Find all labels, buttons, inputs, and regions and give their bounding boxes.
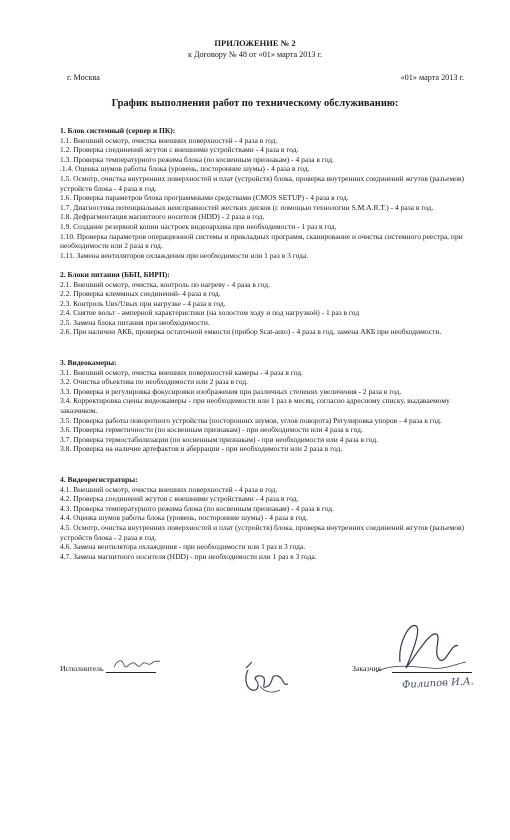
city: г. Москва xyxy=(67,73,100,82)
section-system-unit xyxy=(60,126,472,260)
list-item: 3.6. Проверка герметичности (по косвенным признакам) - при необходимости или 4 раза в год. xyxy=(60,425,363,435)
list-item: 2.6. При наличии АКБ, проверка остаточной емкости (прибор Scat-auto) - 4 раза в год, замена АКБ при необходимости. xyxy=(60,327,442,337)
list-item: .1.4. Оценка шумов работы блока (уровень, посторонние шумы) - 4 раза в год. xyxy=(60,164,310,174)
list-item: 4.4. Оценка шумов работы блока (уровень, посторонние шумы) - 4 раза в год. xyxy=(60,513,308,523)
list-item: 1.1. Внешний осмотр, очистка внешних поверхностей - 4 раза в год. xyxy=(60,135,278,145)
list-item: 1.10. Проверка параметров операционной системы и прикладных программ, сканирование и очистка системного реестра, при необходимости или 2 раза в год. xyxy=(60,231,463,251)
section-cameras xyxy=(60,358,472,454)
list-item: 3.1. Внешний осмотр, очистка внешних поверхностей камеры - 4 раза в год. xyxy=(60,367,303,377)
list-item: 1.11. Замена вентиляторов охлаждения при необходимости или 1 раз в 3 года. xyxy=(60,250,309,260)
list-item: 3.4. Корректировка сцены видеокамеры - при необходимости или 1 раз в месяц, согласно адресному списку, выдаваемому заказчиком. xyxy=(60,396,450,416)
list-item: 2.3. Контроль Uвх/Uвых при нагрузке - 4 раза в год. xyxy=(60,298,226,308)
customer-label: Заказчик xyxy=(352,664,382,673)
document-title: График выполнения работ по техническому обслуживанию: xyxy=(111,98,399,109)
section-title: 2. Блоки питания (ББП, БИРП): xyxy=(60,269,170,279)
list-item: 4.2. Проверка соединений жгутов с внешними устройствами - 4 раза в год. xyxy=(60,494,299,504)
list-item: 2.2. Проверка клеммных соединений- 4 раза в год. xyxy=(60,289,221,299)
list-item: 1.5. Осмотр, очистка внутренних поверхностей и плат (устройств) блока, проверка внутренних соединений жгутов (разъемов) устройств блока - 4 раза в год. xyxy=(60,173,464,193)
list-item: 1.7. Диагностика потенциальных неисправностей жестких дисков (с помощью технологии S.M.A.R.T.) - 4 раза в год. xyxy=(60,202,434,212)
section-title: 1. Блок системный (сервер и ПК): xyxy=(60,126,176,135)
section-power-supply xyxy=(60,270,472,337)
list-item: 3.8. Проверка на наличие артефактов и аберрации - при необходимости или 2 раза в год. xyxy=(60,444,343,454)
document-date: «01» марта 2013 г. xyxy=(400,73,464,82)
list-item: 3.5. Проверка работы поворотного устройства (посторонних шумов, углов поворота) Регулировка упоров - 4 раза в год. xyxy=(60,415,442,425)
list-item: 4.3. Проверка температурного режима блока (по косвенным признакам) - 4 раза в год. xyxy=(60,503,334,513)
list-item: 1.6. Проверка параметров блока программными средствами (CMOS SETUP) - 4 раза в год. xyxy=(60,193,349,203)
list-item: 3.3. Проверка и регулировка фокусировки изображения при различных степенях увеличения - 2 раза в год. xyxy=(60,386,402,396)
customer-signature xyxy=(370,612,470,676)
list-item: 4.5. Осмотр, очистка внутренних поверхностей и плат (устройств) блока, проверка внутренних соединений жгутов (разъемов) устройств блока - 2 раза в год. xyxy=(60,522,464,542)
section-title: 4. Видеорегистраторы: xyxy=(60,475,138,484)
document-body xyxy=(60,126,472,561)
list-item: 4.7. Замена магнитного носителя (HDD) - при необходимости или 1 раз в 3 года. xyxy=(60,551,317,561)
list-item: 3.7. Проверка термостабилизации (по косвенным признакам) - при необходимости или 4 раза в год. xyxy=(60,434,379,444)
svg-text:Филипов И.А.: Филипов И.А. xyxy=(401,676,474,691)
list-item: 3.2. Очистка объектива по необходимости или 2 раза в год. xyxy=(60,377,249,387)
customer-handwritten-name xyxy=(400,672,490,692)
annex-heading: ПРИЛОЖЕНИЕ № 2 xyxy=(214,38,296,48)
section-title: 3. Видеокамеры: xyxy=(60,358,117,368)
executor-label: Исполнитель xyxy=(60,664,104,673)
list-item: 1.2. Проверка соединений жгутов с внешними устройствами - 4 раза в год. xyxy=(60,145,299,155)
list-item: 2.1. Внешний осмотр, очистка, контроль по нагреву - 4 раза в год. xyxy=(60,279,270,289)
list-item: 4.6. Замена вентилятора охлаждения - при необходимости или 1 раз в 3 года. xyxy=(60,542,306,552)
list-item: 2.4. Снятие вольт - амперной характеристики (на холостом ходу и под нагрузкой) - 1 раз в год xyxy=(60,308,360,318)
list-item: 4.1. Внешний осмотр, очистка внешних поверхностей - 4 раза в год. xyxy=(60,484,278,494)
list-item: 1.8. Дефрагментация магнитного носителя (HDD) - 2 раза в год. xyxy=(60,212,265,222)
list-item: 1.9. Создание резервной копии настроек видеоархива при необходимости - 1 раз в год. xyxy=(60,221,337,231)
executor-signature xyxy=(112,655,162,673)
list-item: 1.3. Проверка температурного режима блока (по косвенным признакам) - 4 раза в год. xyxy=(60,154,334,164)
contract-reference: к Договору № 48 от «01» марта 2013 г. xyxy=(187,50,323,59)
list-item: 2.5. Замена блока питания при необходимости. xyxy=(60,317,210,327)
stamp-signature xyxy=(240,656,300,696)
section-video-recorders xyxy=(60,475,472,561)
